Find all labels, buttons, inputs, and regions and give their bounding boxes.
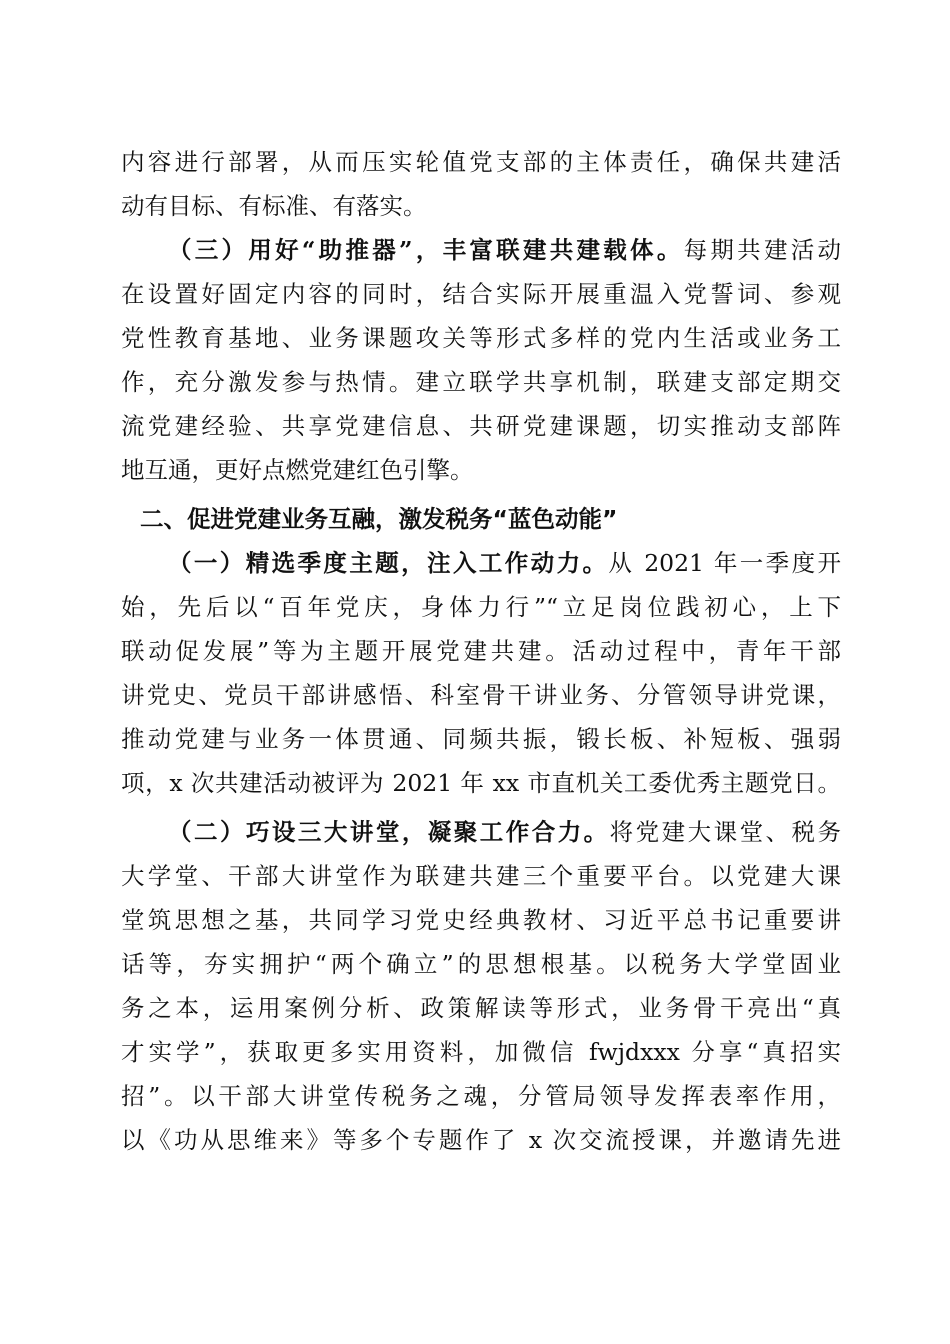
paragraph-line: 地互通，更好点燃党建红色引擎。 — [121, 456, 474, 484]
paragraph-line: 话等，夯实拥护“两个确立”的思想根基。以税务大学堂固业 — [121, 950, 841, 978]
paragraph-line: 堂筑思想之基，共同学习党史经典教材、习近平总书记重要讲 — [121, 906, 841, 934]
paragraph-line: 动有目标、有标准、有落实。 — [121, 192, 427, 220]
paragraph-line: 才实学”，获取更多实用资料，加微信 fwjdxxx 分享“真招实 — [121, 1038, 841, 1066]
paragraph-text: 每期共建活动 — [683, 236, 841, 264]
paragraph-line: 务之本，运用案例分析、政策解读等形式，业务骨干亮出“真 — [121, 994, 841, 1022]
paragraph-line — [168, 230, 841, 270]
subheading: （三）用好“助推器”，丰富联建共建载体。 — [168, 236, 684, 264]
subheading: （一）精选季度主题，注入工作动力。 — [168, 549, 609, 577]
paragraph-line — [168, 543, 841, 583]
paragraph-line: 党性教育基地、业务课题攻关等形式多样的党内生活或业务工 — [121, 324, 841, 352]
paragraph-text: 将党建大课堂、税务 — [609, 818, 842, 846]
paragraph-line: 招”。以干部大讲堂传税务之魂，分管局领导发挥表率作用， — [121, 1082, 841, 1110]
paragraph-line: 始，先后以“百年党庆，身体力行”“立足岗位践初心，上下 — [121, 593, 841, 621]
section-heading: 二、促进党建业务互融，激发税务“蓝色动能” — [140, 505, 618, 533]
paragraph-text: 从 2021 年一季度开 — [608, 549, 841, 577]
paragraph-line: 在设置好固定内容的同时，结合实际开展重温入党誓词、参观 — [121, 280, 841, 308]
paragraph-line: 流党建经验、共享党建信息、共研党建课题，切实推动支部阵 — [121, 412, 841, 440]
paragraph-line: 以《功从思维来》等多个专题作了 x 次交流授课，并邀请先进 — [121, 1126, 841, 1154]
paragraph-line: 讲党史、党员干部讲感悟、科室骨干讲业务、分管领导讲党课， — [121, 681, 841, 709]
paragraph-line: 作，充分激发参与热情。建立联学共享机制，联建支部定期交 — [121, 368, 841, 396]
paragraph-line: 大学堂、干部大讲堂作为联建共建三个重要平台。以党建大课 — [121, 862, 841, 890]
paragraph-line — [168, 812, 841, 852]
paragraph-line: 推动党建与业务一体贯通、同频共振，锻长板、补短板、强弱 — [121, 725, 841, 753]
paragraph-line: 联动促发展”等为主题开展党建共建。活动过程中，青年干部 — [121, 637, 841, 665]
subheading: （二）巧设三大讲堂，凝聚工作合力。 — [168, 818, 610, 846]
paragraph-line: 内容进行部署，从而压实轮值党支部的主体责任，确保共建活 — [121, 148, 841, 176]
paragraph-line: 项，x 次共建活动被评为 2021 年 xx 市直机关工委优秀主题党日。 — [121, 769, 841, 797]
